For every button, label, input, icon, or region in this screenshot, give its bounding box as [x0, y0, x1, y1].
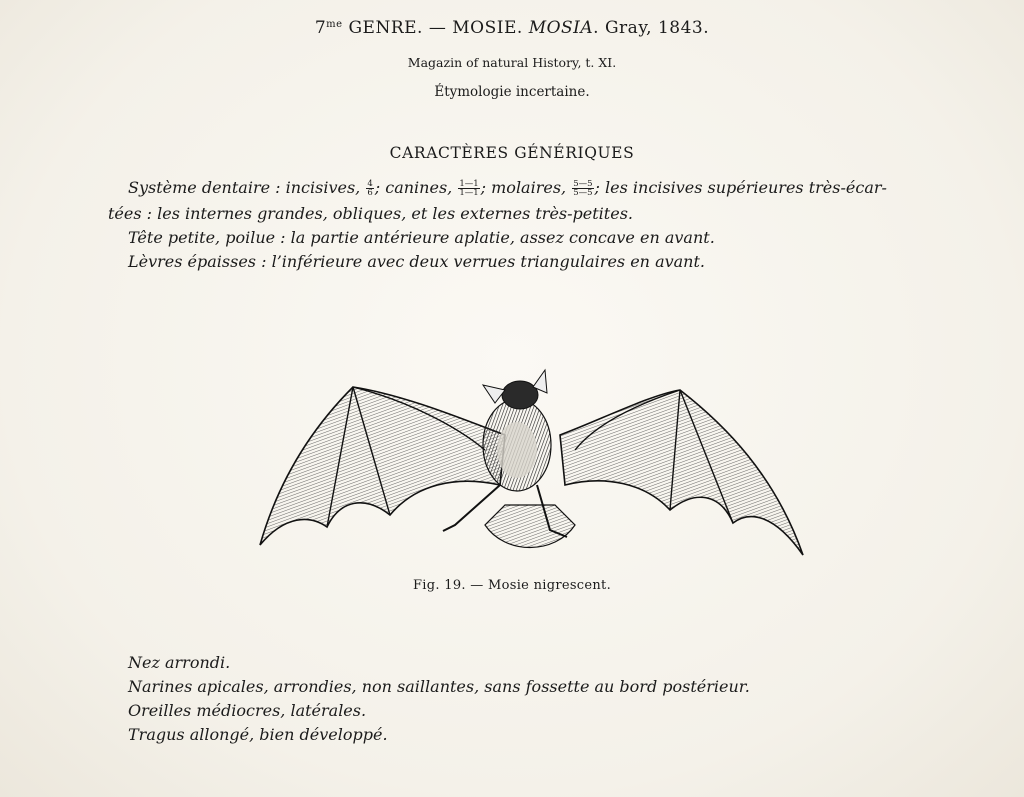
bat-illustration [255, 365, 810, 560]
head-line: Tête petite, poilue : la partie antérieure aplatie, assez concave en avant. [128, 228, 715, 247]
incisors-num: 4 [367, 179, 373, 189]
canines-den: 1—1 [459, 188, 479, 198]
reference: Magazin of natural History, t. XI. [407, 55, 617, 70]
ears-line: Oreilles médiocres, latérales. [128, 701, 367, 720]
etymology: Étymologie incertaine. [434, 84, 590, 100]
genre-text: GENRE. — MOSIE. [348, 18, 523, 38]
genre-number: 7 [314, 18, 327, 38]
genre-sup: me [326, 19, 343, 30]
nostrils-line: Narines apicales, arrondies, non saillantes, sans fossette au bord postérieur. [128, 677, 750, 696]
genre-title [0, 18, 1024, 38]
molars-den: 5—5 [573, 188, 593, 198]
molars-num: 5—5 [573, 179, 593, 189]
genre-latin: MOSIA [528, 18, 594, 38]
dental-text-b: ; canines, [374, 178, 453, 197]
dental-text-c: ; molaires, [480, 178, 567, 197]
lips-line: Lèvres épaisses : l’inférieure avec deux verrues triangulaires en avant. [128, 252, 705, 271]
section-heading: CARACTÈRES GÉNÉRIQUES [389, 144, 635, 162]
nose-line: Nez arrondi. [128, 653, 231, 672]
molars-fraction [572, 180, 593, 197]
dental-line [128, 178, 887, 197]
genre-author: . Gray, 1843. [593, 18, 710, 38]
canines-num: 1—1 [459, 179, 479, 189]
canines-fraction [458, 180, 479, 197]
tragus-line: Tragus allongé, bien développé. [128, 725, 388, 744]
dental-text-a: Système dentaire : incisives, [128, 178, 361, 197]
dental-line-2: tées : les internes grandes, obliques, et les externes très-petites. [108, 204, 633, 223]
figure-caption: Fig. 19. — Mosie nigrescent. [412, 578, 612, 593]
incisors-fraction [366, 180, 373, 197]
dental-text-d: ; les incisives supérieures très-écar- [594, 178, 887, 197]
incisors-den: 6 [367, 188, 373, 198]
